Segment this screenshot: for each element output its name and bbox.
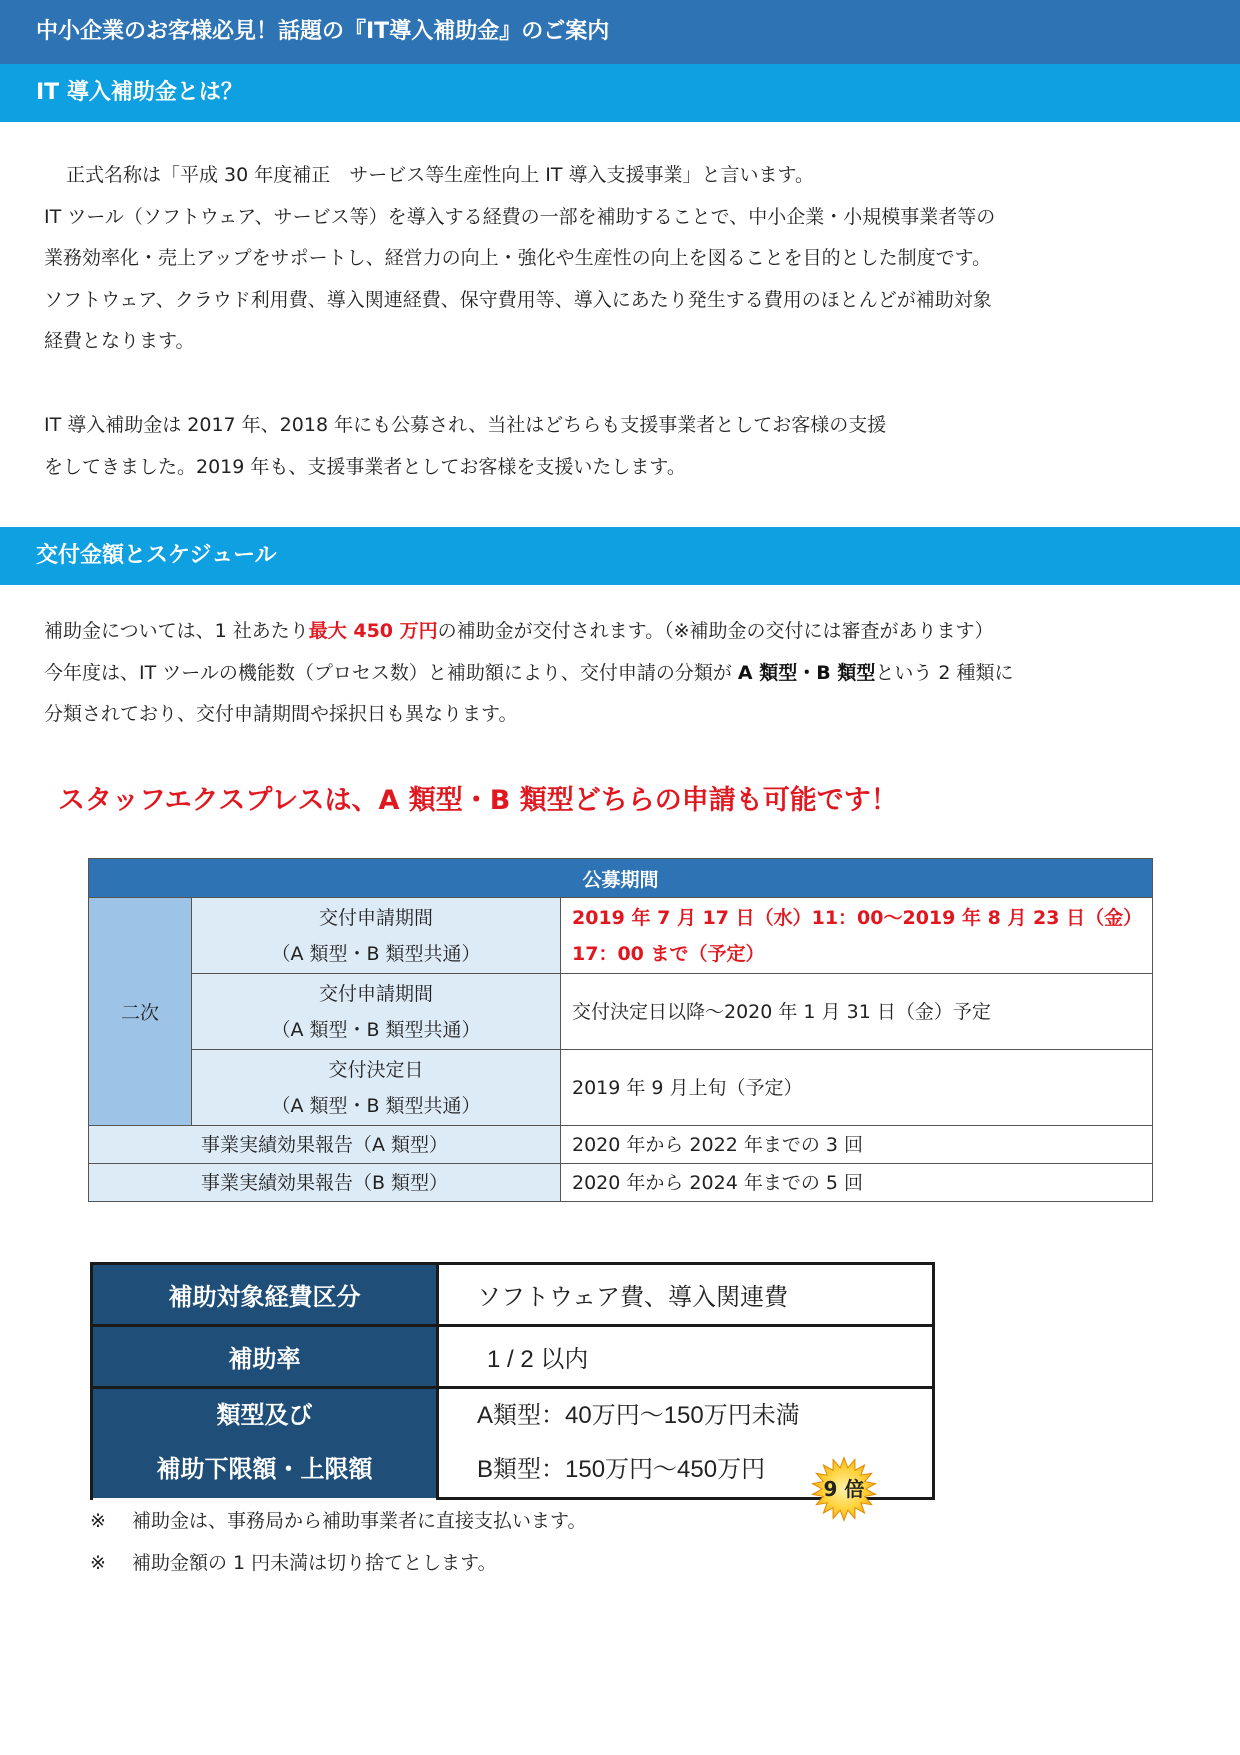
text-line: 正式名称は「平成 30 年度補正 サービス等生産性向上 IT 導入支援事業」と言います。 [66, 164, 815, 186]
row-value: 2020 年から 2024 年までの 5 回 [561, 1164, 1153, 1202]
row-label-line: 交付申請期間 [318, 906, 433, 929]
row-label [192, 1050, 561, 1126]
table-row [89, 1126, 1153, 1164]
text-line: IT 導入補助金は 2017 年、2018 年にも公募され、当社はどちらも支援事業者としてお客様の支援 [44, 414, 887, 436]
round-label: 二次 [89, 898, 192, 1126]
note-text: 補助金額の 1 円未満は切り捨てとします。 [132, 1552, 497, 1574]
section-title-amount-schedule: 交付金額とスケジュール [0, 527, 1240, 585]
intro-paragraph [44, 155, 1204, 363]
multiplier-badge [802, 1456, 886, 1522]
note-mark: ※ [90, 1510, 106, 1532]
row-value: 交付決定日以降〜2020 年 1 月 31 日（金）予定 [561, 974, 1153, 1050]
text-line: 経費となります。 [44, 330, 195, 352]
text-segment: 今年度は、IT ツールの機能数（プロセス数）と補助額により、交付申請の分類が [44, 661, 738, 684]
table-row [92, 1326, 934, 1388]
type-limit-label [92, 1388, 438, 1499]
footnote [90, 1500, 586, 1542]
row-label [192, 898, 561, 974]
type-emphasis: A 類型・B 類型 [737, 661, 876, 684]
note-text: 補助金は、事務局から補助事業者に直接支払います。 [132, 1510, 587, 1532]
text-line [44, 611, 1204, 653]
row-label-line: （A 類型・B 類型共通） [271, 1094, 481, 1117]
section-title-it-subsidy: IT 導入補助金とは？ [0, 64, 1240, 122]
highlight-message: スタッフエクスプレスは、A 類型・B 類型どちらの申請も可能です！ [58, 785, 898, 816]
row-label: 事業実績効果報告（B 類型） [89, 1164, 561, 1202]
row-label-line: （A 類型・B 類型共通） [271, 942, 481, 965]
schedule-table-header: 公募期間 [89, 859, 1153, 898]
value-line: B類型：150万円〜450万円 [477, 1456, 766, 1483]
table-row [89, 898, 1153, 974]
text-line: 分類されており、交付申請期間や採択日も異なります。 [44, 703, 518, 725]
expense-category-label: 補助対象経費区分 [92, 1264, 438, 1326]
amount-paragraph [44, 611, 1204, 736]
row-label-line: 交付決定日 [328, 1058, 424, 1081]
page-header: 中小企業のお客様必見！話題の『IT導入補助金』のご案内 [0, 0, 1240, 64]
footnotes [90, 1500, 586, 1584]
history-paragraph [44, 405, 1204, 488]
text-line: IT ツール（ソフトウェア、サービス等）を導入する経費の一部を補助することで、中小企業・小規模事業者等の [44, 205, 996, 228]
footnote [90, 1542, 586, 1584]
table-row [89, 1050, 1153, 1126]
label-line: 類型及び [216, 1402, 313, 1430]
expense-category-value: ソフトウェア費、導入関連費 [438, 1264, 934, 1326]
text-line: ソフトウェア、クラウド利用費、導入関連経費、保守費用等、導入にあたり発生する費用のほとんどが補助対象 [44, 288, 992, 311]
row-label: 事業実績効果報告（A 類型） [89, 1126, 561, 1164]
text-line: をしてきました。2019 年も、支援事業者としてお客様を支援いたします。 [44, 455, 686, 478]
text-line: 業務効率化・売上アップをサポートし、経営力の向上・強化や生産性の向上を図ることを目的とした制度です。 [44, 247, 992, 269]
row-value-line: 17：00 まで（予定） [572, 942, 765, 965]
text-segment: という 2 種類に [875, 661, 1014, 684]
row-value-line: 2019 年 7 月 17 日（水）11：00〜2019 年 8 月 23 日（金） [572, 906, 1143, 929]
schedule-table [88, 858, 1153, 1202]
badge-label: 9 倍 [823, 1477, 865, 1501]
note-mark: ※ [90, 1552, 106, 1574]
row-label-line: 交付申請期間 [318, 982, 433, 1005]
max-amount-emphasis: 最大 450 万円 [308, 620, 438, 642]
label-line: 補助下限額・上限額 [156, 1456, 373, 1484]
text-line [44, 653, 1204, 695]
row-label-line: （A 類型・B 類型共通） [271, 1018, 481, 1041]
subsidy-rate-label: 補助率 [92, 1326, 438, 1388]
subsidy-rate-value: 1 / 2 以内 [438, 1326, 934, 1388]
text-segment: 補助金については、1 社あたり [44, 620, 309, 642]
row-value [561, 898, 1153, 974]
value-line: A類型：40万円〜150万円未満 [477, 1402, 800, 1429]
table-row [89, 1164, 1153, 1202]
row-label [192, 974, 561, 1050]
table-row [89, 974, 1153, 1050]
table-row [92, 1264, 934, 1326]
text-segment: の補助金が交付されます。（※補助金の交付には審査があります） [437, 620, 994, 642]
row-value: 2019 年 9 月上旬（予定） [561, 1050, 1153, 1126]
row-value: 2020 年から 2022 年までの 3 回 [561, 1126, 1153, 1164]
